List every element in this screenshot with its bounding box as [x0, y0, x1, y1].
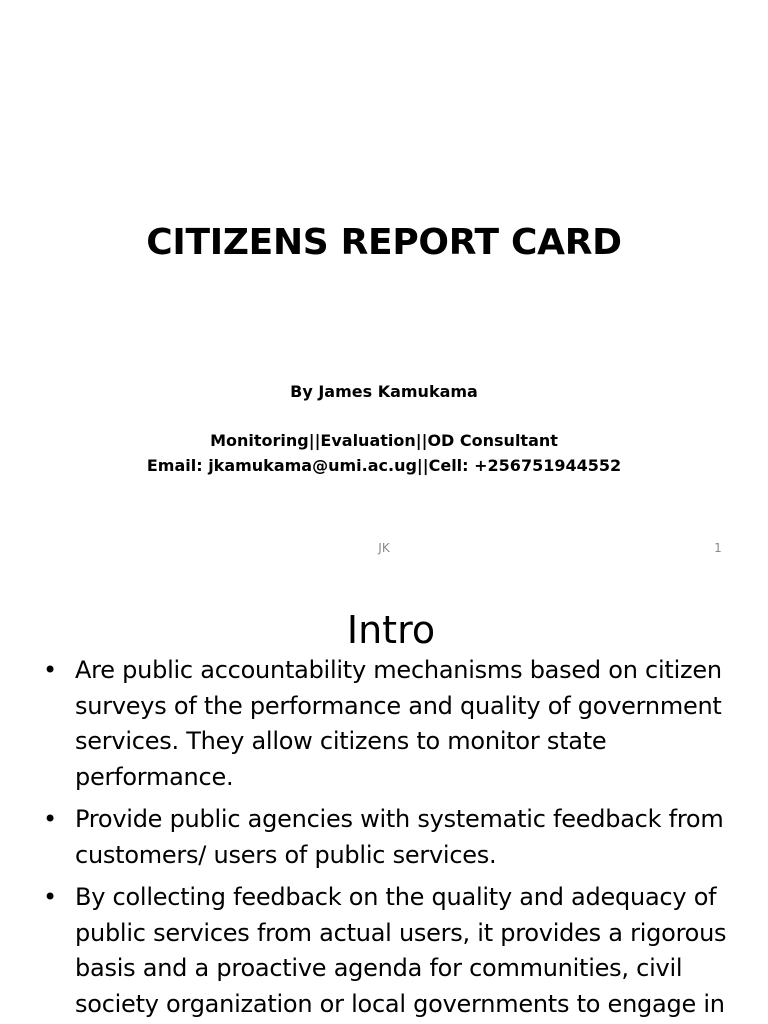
- bullet-text: Are public accountability mechanisms based on citizen surveys of the performance and quality of government services. They allow citizens to monitor state performance.: [75, 656, 722, 791]
- author-line: By James Kamukama: [290, 382, 478, 401]
- bullet-item: [0, 653, 768, 795]
- bullet-dot-icon: •: [43, 805, 57, 833]
- contact-line: Email: jkamukama@umi.ac.ug||Cell: +256751944552: [146, 456, 622, 475]
- bullet-item: [0, 880, 768, 1022]
- bullet-dot-icon: •: [43, 883, 57, 911]
- role-line: Monitoring||Evaluation||OD Consultant: [210, 431, 558, 450]
- footer-initials: JK: [378, 541, 390, 555]
- bullet-text: By collecting feedback on the quality and adequacy of public services from actual users, it provides a rigorous basis and a proactive agenda for communities, civil society organization or local governments to engage in: [75, 883, 727, 1018]
- bullet-list: [0, 653, 768, 1024]
- slide-title: CITIZENS REPORT CARD: [146, 222, 622, 263]
- bullet-dot-icon: •: [43, 656, 57, 684]
- intro-slide: [0, 576, 768, 1024]
- bullet-item: [0, 802, 768, 873]
- bullet-text: Provide public agencies with systematic feedback from customers/ users of public services.: [75, 805, 724, 869]
- page-number: 1: [714, 541, 722, 555]
- intro-heading: Intro: [346, 608, 436, 652]
